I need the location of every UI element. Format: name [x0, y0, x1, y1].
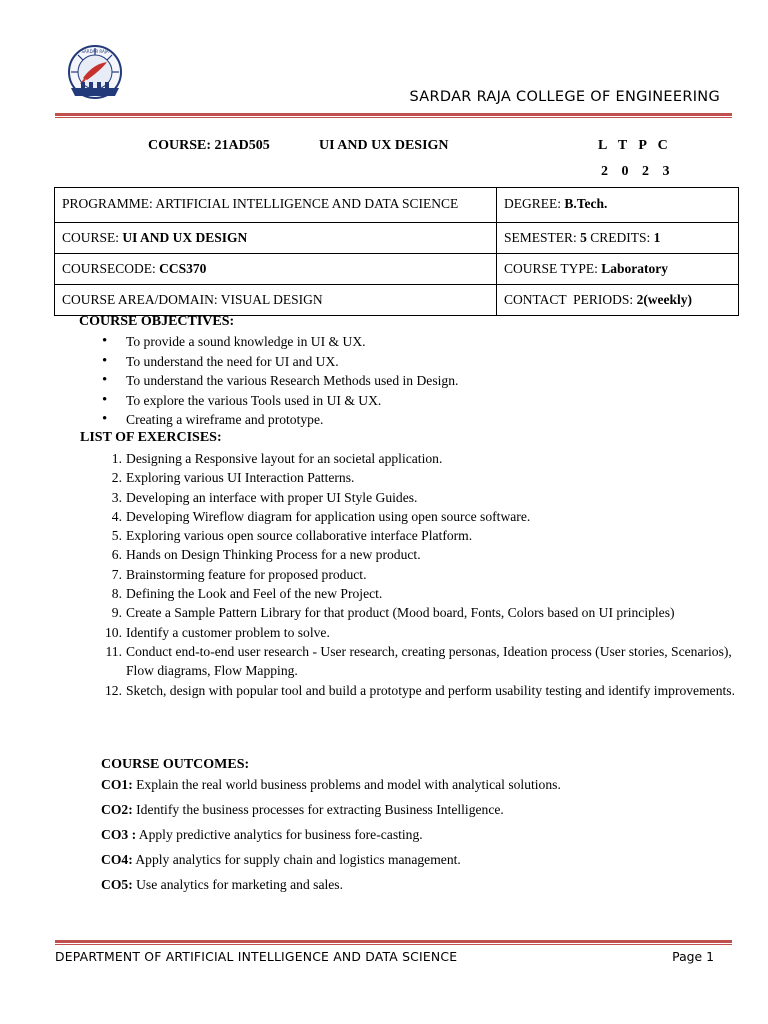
list-item: 2. Exploring various UI Interaction Patterns.	[111, 470, 355, 486]
course-area-cell: COURSE AREA/DOMAIN: VISUAL DESIGN	[55, 285, 497, 316]
degree-cell: DEGREE: B.Tech.	[497, 188, 739, 223]
course-title-heading: UI AND UX DESIGN	[319, 138, 449, 153]
outcomes-heading: COURSE OUTCOMES:	[101, 757, 250, 772]
table-row	[55, 285, 739, 316]
list-item: • To understand the need for UI and UX.	[102, 352, 458, 372]
objectives-list	[102, 332, 458, 430]
footer-department: DEPARTMENT OF ARTIFICIAL INTELLIGENCE AND DATA SCIENCE	[55, 949, 458, 964]
list-item: 6. Hands on Design Thinking Process for a new product.	[111, 547, 421, 563]
course-code-heading: COURSE: 21AD505	[148, 138, 270, 153]
college-name: SARDAR RAJA COLLEGE OF ENGINEERING	[409, 89, 720, 105]
exercises-heading: LIST OF EXERCISES:	[80, 430, 222, 445]
list-item: 11. Conduct end-to-end user research - User research, creating personas, Ideation process (User stories, Scenarios), Flow diagrams, Flow Mapping.	[105, 643, 732, 679]
course-type-cell: COURSE TYPE: Laboratory	[497, 254, 739, 285]
ltpc-label: L T P C	[598, 138, 672, 153]
exercises-list	[96, 449, 736, 700]
list-item: 8. Defining the Look and Feel of the new Project.	[111, 586, 383, 602]
list-item: 10. Identify a customer problem to solve.	[105, 624, 330, 640]
list-item: 1. Designing a Responsive layout for an societal application.	[111, 451, 443, 466]
coursecode-cell: COURSECODE: CCS370	[55, 254, 497, 285]
ltpc-values: 2 0 2 3	[601, 164, 675, 179]
header-divider	[55, 113, 732, 116]
list-item: 9. Create a Sample Pattern Library for that product (Mood board, Fonts, Colors based on UI principles)	[111, 605, 675, 621]
list-item: • Creating a wireframe and prototype.	[102, 410, 458, 430]
outcome-item: CO5: Use analytics for marketing and sales.	[101, 877, 343, 892]
table-row	[55, 223, 739, 254]
course-info-table	[54, 187, 739, 316]
list-item: 5. Exploring various open source collaborative interface Platform.	[111, 528, 473, 544]
table-row	[55, 254, 739, 285]
list-item: 12. Sketch, design with popular tool and build a prototype and perform usability testing and identify improvements.	[105, 682, 735, 698]
list-item: • To explore the various Tools used in UI & UX.	[102, 391, 458, 411]
list-item: • To provide a sound knowledge in UI & UX.	[102, 332, 458, 352]
outcome-item: CO2: Identify the business processes for extracting Business Intelligence.	[101, 802, 504, 817]
outcome-item: CO4: Apply analytics for supply chain and logistics management.	[101, 852, 461, 867]
list-item: 4. Developing Wireflow diagram for application using open source software.	[111, 508, 531, 524]
outcome-item: CO3 : Apply predictive analytics for business fore-casting.	[101, 827, 423, 842]
list-item: • To understand the various Research Methods used in Design.	[102, 371, 458, 391]
list-item: 3. Developing an interface with proper UI Style Guides.	[111, 489, 418, 505]
svg-text:SARDAR RAJA: SARDAR RAJA	[81, 49, 109, 54]
contact-periods-cell: CONTACT PERIODS: 2(weekly)	[497, 285, 739, 316]
footer-divider	[55, 940, 732, 943]
outcome-item: CO1: Explain the real world business problems and model with analytical solutions.	[101, 777, 561, 792]
table-row	[55, 188, 739, 223]
list-item: 7. Brainstorming feature for proposed product.	[111, 566, 367, 582]
course-cell: COURSE: UI AND UX DESIGN	[55, 223, 497, 254]
college-seal-logo-icon	[63, 44, 127, 104]
objectives-heading: COURSE OBJECTIVES:	[79, 314, 235, 329]
semester-credits-cell: SEMESTER: 5 CREDITS: 1	[497, 223, 739, 254]
page-number: Page 1	[672, 949, 714, 964]
programme-cell: PROGRAMME: ARTIFICIAL INTELLIGENCE AND DATA SCIENCE	[55, 188, 497, 223]
